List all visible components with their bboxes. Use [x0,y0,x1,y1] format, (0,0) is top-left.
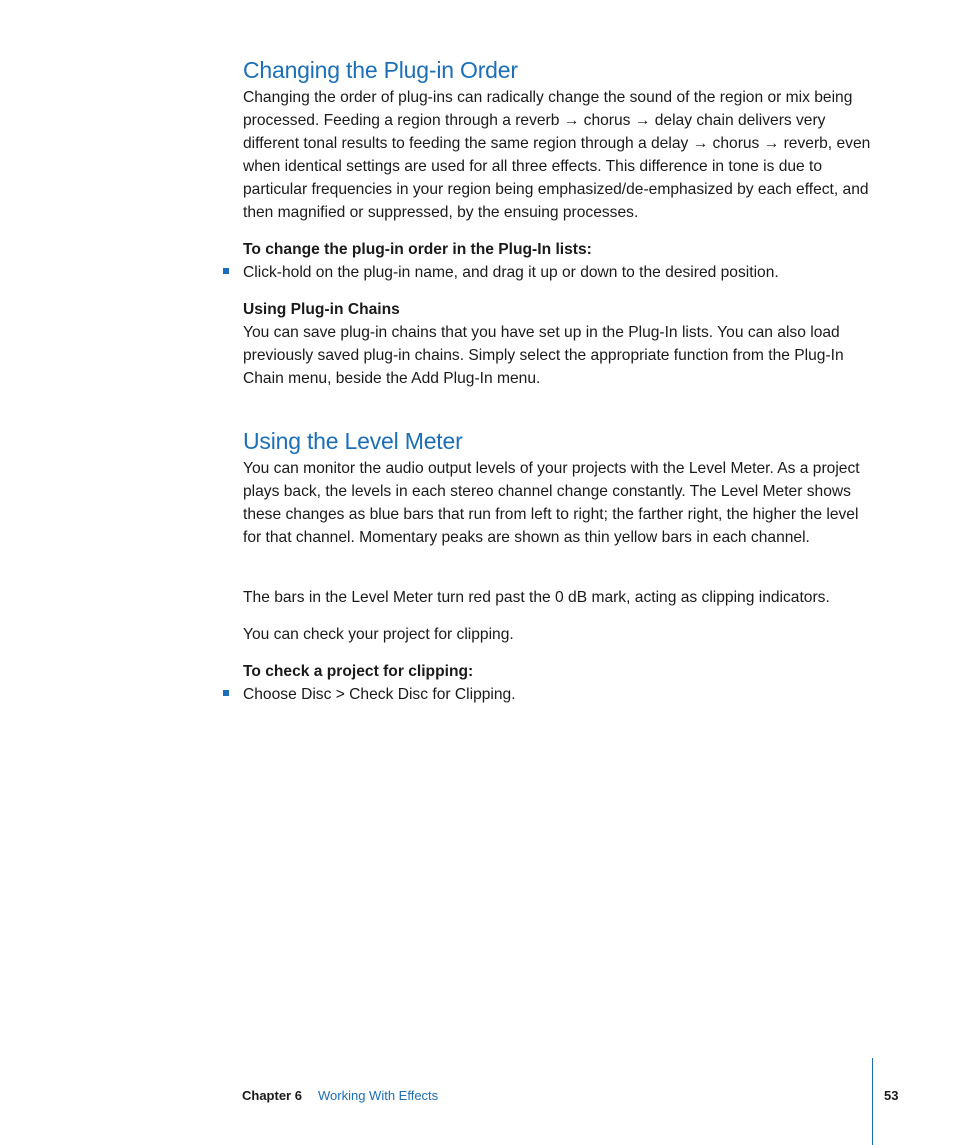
bullet-square-icon [223,690,229,696]
task-step-text: Choose Disc > Check Disc for Clipping. [243,686,516,703]
bullet-square-icon [223,268,229,274]
footer-page-number: 53 [884,1088,899,1103]
paragraph-level-meter-intro: You can monitor the audio output levels of your projects with the Level Meter. As a project plays back, the levels in each stereo channel change constantly. The Level Meter shows these changes as blue bars that run from left to right; the farther right, the higher the level for that channel. Momentary peaks are shown as thin yellow bars in each channel. [243,460,860,546]
footer-chapter-title: Working With Effects [318,1088,439,1103]
subsection-body: You can save plug-in chains that you have set up in the Plug-In lists. You can also load previously saved plug-in chains. Simply select the appropriate function from the Plug-In Chain menu, beside the Add Plug-In menu. [243,324,844,387]
footer-divider [872,1058,873,1145]
paragraph-plugin-order-intro: Changing the order of plug-ins can radically change the sound of the region or mix being processed. Feeding a region through a reverb → chorus → delay chain delivers very different tonal results to feeding the same region through a delay → chorus → reverb, even when identical settings are used for all three effects. This difference in tone is due to particular frequencies in your region being emphasized/de-emphasized by each effect, and then magnified or suppressed, by the ensuing processes. [243,89,871,221]
section-heading-plugin-order: Changing the Plug-in Order [243,57,518,83]
task-step-check-clipping [223,683,883,706]
subsection-plugin-chains [243,298,875,390]
task-title-change-order: To change the plug-in order in the Plug-In lists: [243,241,592,258]
subsection-title: Using Plug-in Chains [243,301,400,318]
paragraph-check-clipping: You can check your project for clipping. [243,626,514,643]
footer-chapter-label: Chapter 6 [242,1088,302,1103]
task-step-change-order [223,261,883,284]
task-title-check-clipping: To check a project for clipping: [243,663,474,680]
section-heading-level-meter: Using the Level Meter [243,428,463,454]
paragraph-clipping-indicators: The bars in the Level Meter turn red past the 0 dB mark, acting as clipping indicators. [243,589,830,606]
task-step-text: Click-hold on the plug-in name, and drag it up or down to the desired position. [243,264,779,281]
